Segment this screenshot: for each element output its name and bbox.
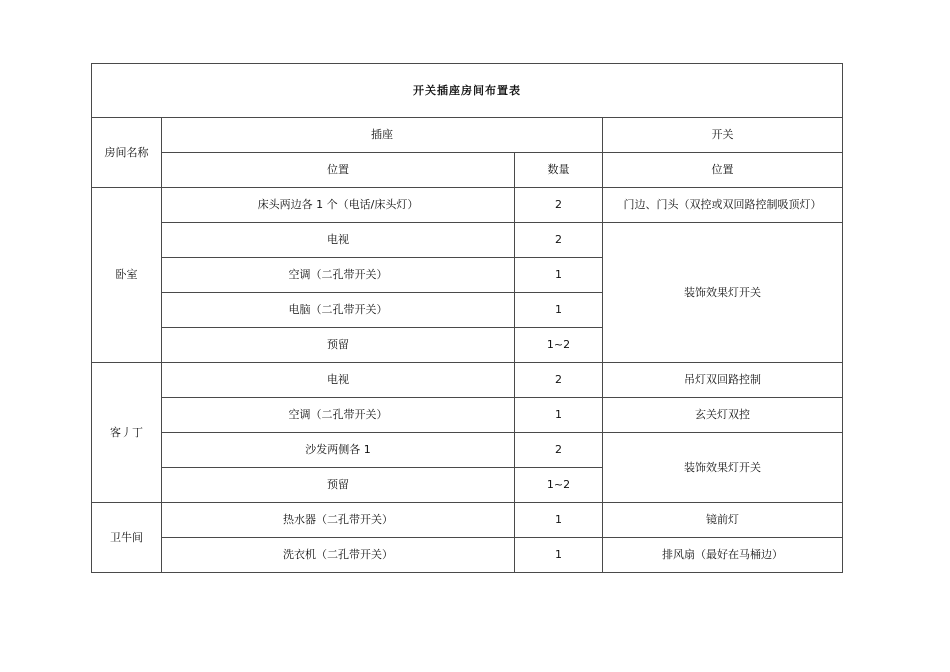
socket-count: 2	[515, 433, 603, 468]
table-row	[92, 398, 843, 433]
socket-position: 电视	[162, 223, 515, 258]
room-name-bathroom: 卫牛间	[92, 503, 162, 573]
header-socket-count: 数量	[515, 153, 603, 188]
header-switch: 开关	[603, 118, 843, 153]
table-row	[92, 363, 843, 398]
socket-position: 电视	[162, 363, 515, 398]
switch-position: 装饰效果灯开关	[603, 223, 843, 363]
switch-position: 镜前灯	[603, 503, 843, 538]
room-name-living-room: 客丿丁	[92, 363, 162, 503]
table-row	[92, 503, 843, 538]
socket-count: 1~2	[515, 468, 603, 503]
socket-position: 空调（二孔带开关）	[162, 258, 515, 293]
socket-position: 洗衣机（二孔带开关）	[162, 538, 515, 573]
socket-position: 电脑（二孔带开关）	[162, 293, 515, 328]
socket-count: 2	[515, 188, 603, 223]
table-title: 开关插座房间布置表	[92, 64, 843, 118]
room-name-bedroom: 卧室	[92, 188, 162, 363]
socket-count: 1	[515, 503, 603, 538]
switch-position: 装饰效果灯开关	[603, 433, 843, 503]
header-socket: 插座	[162, 118, 603, 153]
socket-count: 2	[515, 223, 603, 258]
socket-position: 热水器（二孔带开关）	[162, 503, 515, 538]
table-row	[92, 223, 843, 258]
socket-count: 1	[515, 293, 603, 328]
header-socket-position: 位置	[162, 153, 515, 188]
header-switch-position: 位置	[603, 153, 843, 188]
switch-position: 排风扇（最好在马桶边）	[603, 538, 843, 573]
socket-position: 床头两边各 1 个（电话/床头灯）	[162, 188, 515, 223]
table-row	[92, 538, 843, 573]
switch-position: 玄关灯双控	[603, 398, 843, 433]
socket-position: 预留	[162, 328, 515, 363]
socket-position: 空调（二孔带开关）	[162, 398, 515, 433]
socket-position: 沙发两侧各 1	[162, 433, 515, 468]
socket-count: 1	[515, 258, 603, 293]
socket-count: 1	[515, 398, 603, 433]
switch-position: 吊灯双回路控制	[603, 363, 843, 398]
switch-position: 门边、门头（双控或双回路控制吸顶灯）	[603, 188, 843, 223]
socket-count: 1	[515, 538, 603, 573]
switch-socket-layout-table	[91, 63, 843, 573]
table-row	[92, 433, 843, 468]
socket-position: 预留	[162, 468, 515, 503]
socket-count: 2	[515, 363, 603, 398]
table-row	[92, 188, 843, 223]
header-room-name: 房间名称	[92, 118, 162, 188]
socket-count: 1~2	[515, 328, 603, 363]
